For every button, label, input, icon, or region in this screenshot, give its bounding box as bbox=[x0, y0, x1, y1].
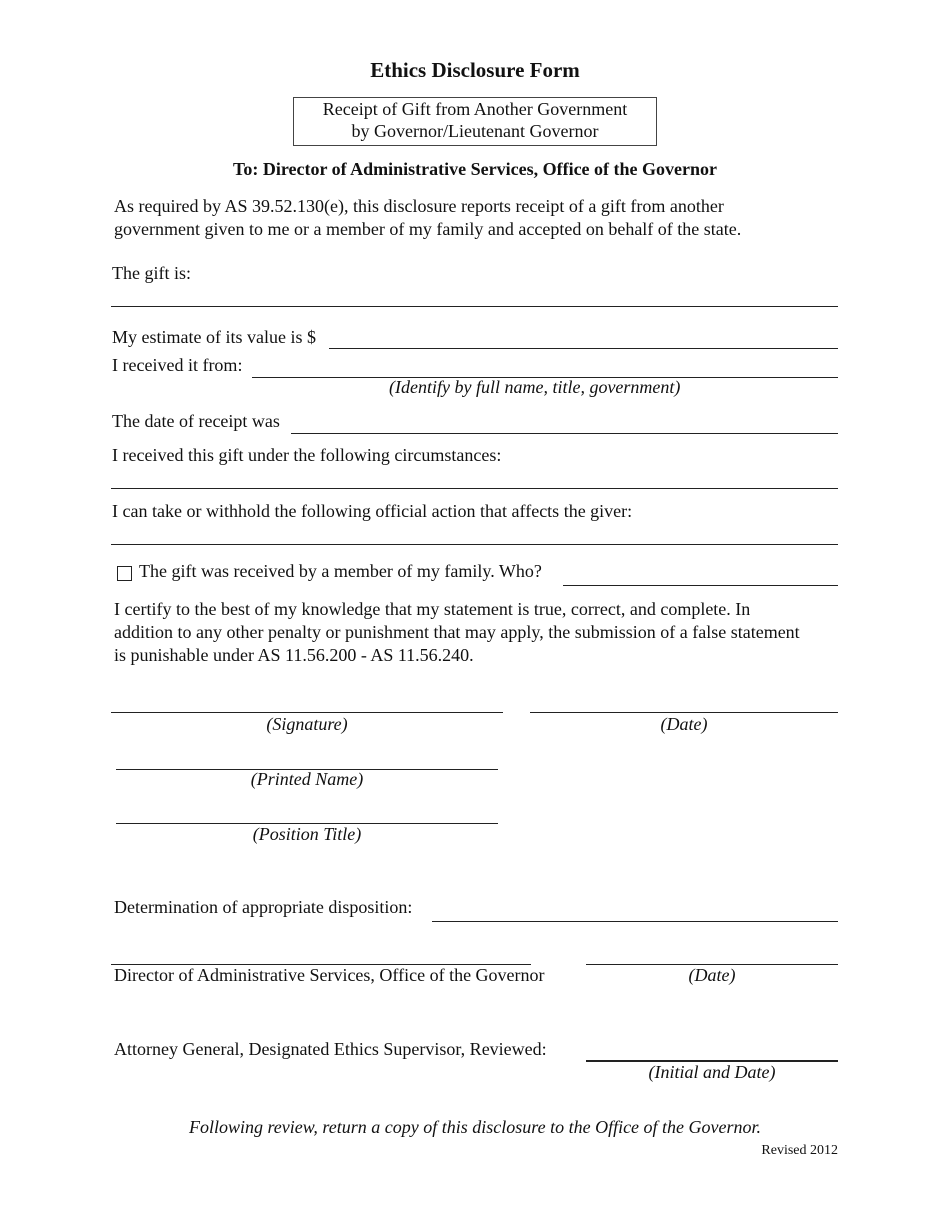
disposition-field[interactable] bbox=[432, 907, 838, 922]
circumstances-field[interactable] bbox=[111, 474, 838, 489]
ag-caption: (Initial and Date) bbox=[648, 1062, 776, 1082]
received-from-field[interactable] bbox=[252, 363, 838, 378]
printed-name-caption: (Printed Name) bbox=[250, 769, 364, 789]
subtitle-line-2: by Governor/Lieutenant Governor bbox=[351, 121, 599, 141]
footer-note: Following review, return a copy of this disclosure to the Office of the Governor. bbox=[188, 1117, 762, 1137]
date-receipt-field[interactable] bbox=[291, 419, 838, 434]
family-who-field[interactable] bbox=[563, 571, 838, 586]
certification-line-3: is punishable under AS 11.56.200 - AS 11.56.240. bbox=[114, 645, 474, 665]
intro-line-2: government given to me or a member of my family and accepted on behalf of the state. bbox=[114, 219, 742, 239]
signature-date-line[interactable] bbox=[530, 712, 838, 713]
family-label: The gift was received by a member of my family. Who? bbox=[139, 561, 542, 581]
value-field[interactable] bbox=[329, 334, 838, 349]
official-action-label: I can take or withhold the following official action that affects the giver: bbox=[112, 501, 633, 521]
gift-description-field[interactable] bbox=[111, 292, 838, 307]
date-receipt-label: The date of receipt was bbox=[112, 411, 280, 431]
subtitle-line-1: Receipt of Gift from Another Government bbox=[322, 99, 628, 119]
position-title-caption: (Position Title) bbox=[252, 824, 362, 844]
to-line: To: Director of Administrative Services, Office of the Governor bbox=[232, 159, 718, 179]
value-label: My estimate of its value is $ bbox=[112, 327, 316, 347]
intro-line-1: As required by AS 39.52.130(e), this disclosure reports receipt of a gift from another bbox=[114, 196, 724, 216]
certification-line-1: I certify to the best of my knowledge that my statement is true, correct, and complete. In bbox=[114, 599, 751, 619]
signature-date-caption: (Date) bbox=[660, 714, 708, 734]
received-from-label: I received it from: bbox=[112, 355, 243, 375]
certification-line-2: addition to any other penalty or punishment that may apply, the submission of a false statement bbox=[114, 622, 800, 642]
director-caption: Director of Administrative Services, Office of the Governor bbox=[114, 965, 545, 985]
gift-label: The gift is: bbox=[112, 263, 191, 283]
disposition-label: Determination of appropriate disposition: bbox=[114, 897, 413, 917]
revised-label: Revised 2012 bbox=[761, 1143, 838, 1158]
circumstances-label: I received this gift under the following circumstances: bbox=[112, 445, 502, 465]
director-date-caption: (Date) bbox=[688, 965, 736, 985]
form-subtitle-box bbox=[293, 97, 657, 146]
form-title: Ethics Disclosure Form bbox=[370, 58, 580, 82]
signature-line[interactable] bbox=[111, 712, 503, 713]
family-checkbox[interactable] bbox=[117, 566, 132, 581]
received-from-hint: (Identify by full name, title, government) bbox=[389, 377, 681, 397]
signature-caption: (Signature) bbox=[266, 714, 348, 734]
ag-label: Attorney General, Designated Ethics Supervisor, Reviewed: bbox=[114, 1039, 547, 1059]
official-action-field[interactable] bbox=[111, 530, 838, 545]
